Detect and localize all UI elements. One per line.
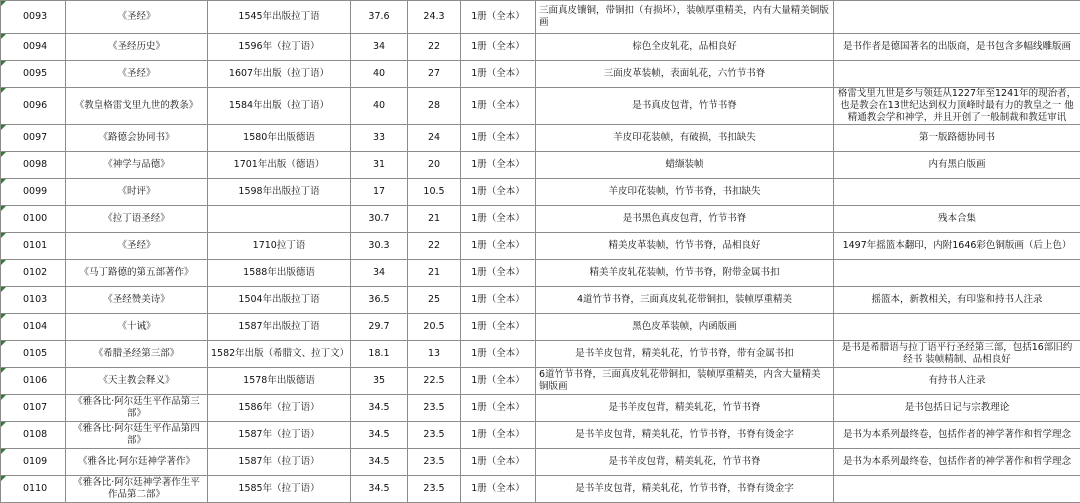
title-cell[interactable]: 《教皇格雷戈里九世的教条》 <box>66 88 208 125</box>
width-cell[interactable]: 23.5 <box>408 476 461 503</box>
lot-number-cell[interactable]: 0099 <box>1 179 66 206</box>
volume-cell[interactable]: 1册（全本） <box>461 179 536 206</box>
title-cell[interactable]: 《圣经》 <box>66 1 208 34</box>
edition-cell[interactable]: 1587年出版拉丁语 <box>208 314 351 341</box>
width-cell[interactable]: 25 <box>408 287 461 314</box>
height-cell[interactable]: 31 <box>351 152 408 179</box>
binding-cell[interactable]: 6道竹节书脊，三面真皮轧花带铜扣，装帧厚重精美，内含大量精美铜版画 <box>536 368 834 395</box>
table-row[interactable] <box>1 449 1080 476</box>
lot-number-cell[interactable]: 0103 <box>1 287 66 314</box>
width-cell[interactable]: 23.5 <box>408 422 461 449</box>
title-cell[interactable]: 《拉丁语圣经》 <box>66 206 208 233</box>
note-cell[interactable]: 是书为本系列最终卷，包括作者的神学著作和哲学理念 <box>834 422 1080 449</box>
lot-number-cell[interactable]: 0096 <box>1 88 66 125</box>
volume-cell[interactable]: 1册（全本） <box>461 1 536 34</box>
binding-cell[interactable]: 4道竹节书脊，三面真皮轧花带铜扣，装帧厚重精美 <box>536 287 834 314</box>
volume-cell[interactable]: 1册（全本） <box>461 152 536 179</box>
edition-cell[interactable]: 1580年出版德语 <box>208 125 351 152</box>
table-row[interactable] <box>1 179 1080 206</box>
height-cell[interactable]: 33 <box>351 125 408 152</box>
width-cell[interactable]: 20 <box>408 152 461 179</box>
table-row[interactable] <box>1 260 1080 287</box>
binding-cell[interactable]: 羊皮印花装帧，竹节书脊，书扣缺失 <box>536 179 834 206</box>
lot-number-cell[interactable]: 0107 <box>1 395 66 422</box>
title-cell[interactable]: 《雅各比·阿尔廷神学著作》 <box>66 449 208 476</box>
binding-cell[interactable]: 羊皮印花装帧，有破损，书扣缺失 <box>536 125 834 152</box>
lot-number-cell[interactable]: 0104 <box>1 314 66 341</box>
width-cell[interactable]: 22 <box>408 233 461 260</box>
width-cell[interactable]: 13 <box>408 341 461 368</box>
lot-number-cell[interactable]: 0098 <box>1 152 66 179</box>
title-cell[interactable]: 《雅各比·阿尔廷生平作品第三部》 <box>66 395 208 422</box>
binding-cell[interactable]: 棕色全皮轧花，品相良好 <box>536 34 834 61</box>
note-cell[interactable]: 1497年摇篮本翻印，内附1646彩色铜版画（后上色） <box>834 233 1080 260</box>
binding-cell[interactable]: 是书羊皮包背，精美轧花，竹节书脊，带有金属书扣 <box>536 341 834 368</box>
title-cell[interactable]: 《时评》 <box>66 179 208 206</box>
note-cell[interactable]: 第一版路德协同书 <box>834 125 1080 152</box>
edition-cell[interactable]: 1587年（拉丁语） <box>208 449 351 476</box>
height-cell[interactable]: 34 <box>351 260 408 287</box>
lot-number-cell[interactable]: 0105 <box>1 341 66 368</box>
edition-cell[interactable] <box>208 206 351 233</box>
title-cell[interactable]: 《圣经》 <box>66 233 208 260</box>
note-cell[interactable] <box>834 179 1080 206</box>
width-cell[interactable]: 22.5 <box>408 368 461 395</box>
note-cell[interactable] <box>834 476 1080 503</box>
title-cell[interactable]: 《十诫》 <box>66 314 208 341</box>
lot-number-cell[interactable]: 0094 <box>1 34 66 61</box>
height-cell[interactable]: 30.3 <box>351 233 408 260</box>
note-cell[interactable]: 是书是希腊语与拉丁语平行圣经第三部，包括16部旧约经书 装帧精制、品相良好 <box>834 341 1080 368</box>
volume-cell[interactable]: 1册（全本） <box>461 34 536 61</box>
table-row[interactable] <box>1 368 1080 395</box>
binding-cell[interactable]: 是书黑色真皮包背，竹节书脊 <box>536 206 834 233</box>
height-cell[interactable]: 29.7 <box>351 314 408 341</box>
width-cell[interactable]: 28 <box>408 88 461 125</box>
title-cell[interactable]: 《神学与品德》 <box>66 152 208 179</box>
binding-cell[interactable]: 精美羊皮轧花装帧，竹节书脊，附带金属书扣 <box>536 260 834 287</box>
note-cell[interactable]: 是书作者是德国著名的出版商，是书包含多幅线雕版画 <box>834 34 1080 61</box>
table-row[interactable] <box>1 422 1080 449</box>
title-cell[interactable]: 《圣经历史》 <box>66 34 208 61</box>
height-cell[interactable]: 34.5 <box>351 449 408 476</box>
lot-number-cell[interactable]: 0108 <box>1 422 66 449</box>
width-cell[interactable]: 23.5 <box>408 395 461 422</box>
title-cell[interactable]: 《希腊圣经第三部》 <box>66 341 208 368</box>
height-cell[interactable]: 34.5 <box>351 395 408 422</box>
width-cell[interactable]: 22 <box>408 34 461 61</box>
volume-cell[interactable]: 1册（全本） <box>461 449 536 476</box>
edition-cell[interactable]: 1578年出版德语 <box>208 368 351 395</box>
binding-cell[interactable]: 黑色皮革装帧，内函版画 <box>536 314 834 341</box>
table-row[interactable] <box>1 61 1080 88</box>
edition-cell[interactable]: 1607年出版（拉丁语） <box>208 61 351 88</box>
height-cell[interactable]: 40 <box>351 61 408 88</box>
table-row[interactable] <box>1 206 1080 233</box>
edition-cell[interactable]: 1586年（拉丁语） <box>208 395 351 422</box>
edition-cell[interactable]: 1588年出版德语 <box>208 260 351 287</box>
height-cell[interactable]: 34.5 <box>351 476 408 503</box>
note-cell[interactable]: 是书包括日记与宗教理论 <box>834 395 1080 422</box>
volume-cell[interactable]: 1册（全本） <box>461 260 536 287</box>
lot-number-cell[interactable]: 0106 <box>1 368 66 395</box>
width-cell[interactable]: 23.5 <box>408 449 461 476</box>
lot-number-cell[interactable]: 0110 <box>1 476 66 503</box>
note-cell[interactable]: 有持书人注录 <box>834 368 1080 395</box>
table-row[interactable] <box>1 341 1080 368</box>
binding-cell[interactable]: 是书羊皮包背，精美轧花，竹节书脊，书脊有烫金字 <box>536 422 834 449</box>
table-row[interactable] <box>1 1 1080 34</box>
volume-cell[interactable]: 1册（全本） <box>461 287 536 314</box>
height-cell[interactable]: 17 <box>351 179 408 206</box>
width-cell[interactable]: 24.3 <box>408 1 461 34</box>
table-row[interactable] <box>1 125 1080 152</box>
height-cell[interactable]: 37.6 <box>351 1 408 34</box>
note-cell[interactable] <box>834 260 1080 287</box>
title-cell[interactable]: 《雅各比·阿尔廷生平作品第四部》 <box>66 422 208 449</box>
edition-cell[interactable]: 1585年（拉丁语） <box>208 476 351 503</box>
binding-cell[interactable]: 三面真皮镶铜，带铜扣（有损坏），装帧厚重精美，内有大量精美铜版画 <box>536 1 834 34</box>
table-row[interactable] <box>1 152 1080 179</box>
title-cell[interactable]: 《马丁路德的第五部著作》 <box>66 260 208 287</box>
width-cell[interactable]: 20.5 <box>408 314 461 341</box>
volume-cell[interactable]: 1册（全本） <box>461 422 536 449</box>
table-row[interactable] <box>1 287 1080 314</box>
width-cell[interactable]: 10.5 <box>408 179 461 206</box>
width-cell[interactable]: 24 <box>408 125 461 152</box>
volume-cell[interactable]: 1册（全本） <box>461 341 536 368</box>
volume-cell[interactable]: 1册（全本） <box>461 125 536 152</box>
table-row[interactable] <box>1 395 1080 422</box>
height-cell[interactable]: 18.1 <box>351 341 408 368</box>
edition-cell[interactable]: 1701年出版（德语） <box>208 152 351 179</box>
edition-cell[interactable]: 1587年（拉丁语） <box>208 422 351 449</box>
note-cell[interactable] <box>834 314 1080 341</box>
table-row[interactable] <box>1 34 1080 61</box>
height-cell[interactable]: 35 <box>351 368 408 395</box>
lot-number-cell[interactable]: 0095 <box>1 61 66 88</box>
note-cell[interactable] <box>834 1 1080 34</box>
height-cell[interactable]: 34.5 <box>351 422 408 449</box>
binding-cell[interactable]: 三面皮革装帧，表面轧花，六竹节书脊 <box>536 61 834 88</box>
edition-cell[interactable]: 1596年（拉丁语） <box>208 34 351 61</box>
edition-cell[interactable]: 1582年出版（希腊文、拉丁文） <box>208 341 351 368</box>
title-cell[interactable]: 《圣经》 <box>66 61 208 88</box>
title-cell[interactable]: 《路德会协同书》 <box>66 125 208 152</box>
lot-number-cell[interactable]: 0101 <box>1 233 66 260</box>
edition-cell[interactable]: 1584年出版（拉丁语） <box>208 88 351 125</box>
volume-cell[interactable]: 1册（全本） <box>461 206 536 233</box>
volume-cell[interactable]: 1册（全本） <box>461 314 536 341</box>
note-cell[interactable]: 摇篮本，新教相关，有印鉴和持书人注录 <box>834 287 1080 314</box>
volume-cell[interactable]: 1册（全本） <box>461 368 536 395</box>
binding-cell[interactable]: 是书羊皮包背，精美轧花，竹节书脊 <box>536 395 834 422</box>
note-cell[interactable]: 格雷戈里九世是乡与领廷从1227年至1241年的现治者，也是教会在13世纪达到权力顶峰时最有力的教皇之一 他精通教会学和神学，并且开创了一般制裁和教廷审讯 <box>834 88 1080 125</box>
table-row[interactable] <box>1 314 1080 341</box>
volume-cell[interactable]: 1册（全本） <box>461 88 536 125</box>
width-cell[interactable]: 21 <box>408 260 461 287</box>
volume-cell[interactable]: 1册（全本） <box>461 233 536 260</box>
edition-cell[interactable]: 1504年出版拉丁语 <box>208 287 351 314</box>
note-cell[interactable]: 残本合集 <box>834 206 1080 233</box>
binding-cell[interactable]: 蜡缬装帧 <box>536 152 834 179</box>
binding-cell[interactable]: 是书羊皮包背，精美轧花，竹节书脊 <box>536 449 834 476</box>
table-row[interactable] <box>1 233 1080 260</box>
lot-number-cell[interactable]: 0109 <box>1 449 66 476</box>
note-cell[interactable]: 是书为本系列最终卷，包括作者的神学著作和哲学理念 <box>834 449 1080 476</box>
lot-number-cell[interactable]: 0097 <box>1 125 66 152</box>
title-cell[interactable]: 《圣经赞美诗》 <box>66 287 208 314</box>
height-cell[interactable]: 40 <box>351 88 408 125</box>
volume-cell[interactable]: 1册（全本） <box>461 61 536 88</box>
volume-cell[interactable]: 1册（全本） <box>461 476 536 503</box>
height-cell[interactable]: 36.5 <box>351 287 408 314</box>
edition-cell[interactable]: 1598年出版拉丁语 <box>208 179 351 206</box>
width-cell[interactable]: 21 <box>408 206 461 233</box>
height-cell[interactable]: 30.7 <box>351 206 408 233</box>
lot-number-cell[interactable]: 0100 <box>1 206 66 233</box>
edition-cell[interactable]: 1545年出版拉丁语 <box>208 1 351 34</box>
title-cell[interactable]: 《天主教会释义》 <box>66 368 208 395</box>
edition-cell[interactable]: 1710拉丁语 <box>208 233 351 260</box>
volume-cell[interactable]: 1册（全本） <box>461 395 536 422</box>
width-cell[interactable]: 27 <box>408 61 461 88</box>
lot-number-cell[interactable]: 0093 <box>1 1 66 34</box>
note-cell[interactable]: 内有黑白版画 <box>834 152 1080 179</box>
title-cell[interactable]: 《雅各比·阿尔廷神学著作生平作品第二部》 <box>66 476 208 503</box>
note-cell[interactable] <box>834 61 1080 88</box>
binding-cell[interactable]: 是书真皮包背，竹节书脊 <box>536 88 834 125</box>
table-row[interactable] <box>1 88 1080 125</box>
table-row[interactable] <box>1 476 1080 503</box>
binding-cell[interactable]: 精美皮革装帧，竹节书脊，品相良好 <box>536 233 834 260</box>
binding-cell[interactable]: 是书羊皮包背，精美轧花，竹节书脊，书脊有烫金字 <box>536 476 834 503</box>
height-cell[interactable]: 34 <box>351 34 408 61</box>
lot-number-cell[interactable]: 0102 <box>1 260 66 287</box>
